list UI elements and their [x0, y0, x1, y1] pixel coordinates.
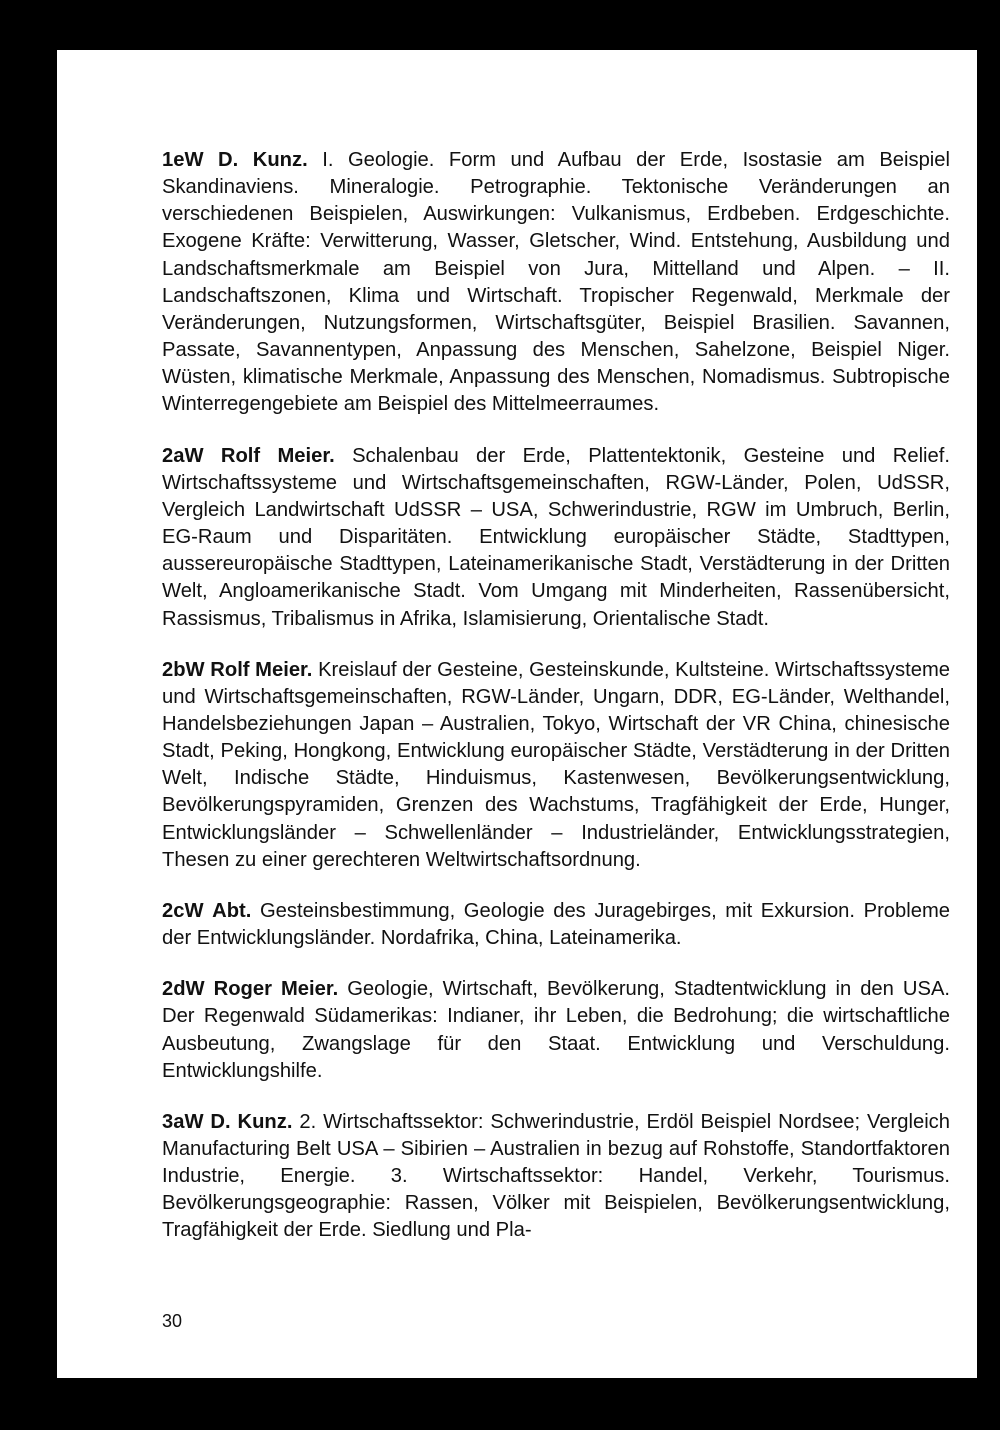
course-entry-2dW [162, 976, 950, 1085]
entry-class-code: 1eW [162, 149, 204, 171]
document-page [57, 50, 977, 1378]
entry-teacher: Roger Meier. [213, 978, 339, 1001]
course-entry-2cW [162, 898, 950, 952]
entry-teacher: D. Kunz. [218, 149, 308, 171]
entry-teacher: Rolf Meier. [210, 658, 313, 681]
entry-class-code: 2aW [162, 444, 204, 467]
course-entry-2aW [162, 443, 950, 633]
entry-text: Kreislauf der Gesteine, Gesteinskunde, Kultsteine. Wirtschaftssysteme und Wirtschaftsgemeinschaften, RGW-Länder, Ungarn, DDR, EG-Länder, Welthandel, Handelsbeziehungen Japan – Australien, Tokyo, Wirtschaft der VR China, chinesische Stadt, Peking, Hongkong, Entwicklung europäischer Städte, Verstädterung in der Dritten Welt, Indische Städte, Hinduismus, Kastenwesen, Bevölkerungsentwicklung, Bevölkerungspyramiden, Grenzen des Wachstums, Tragfähigkeit der Erde, Hunger, Entwicklungsländer – Schwellenländer – Industrieländer, Entwicklungsstrategien, Thesen zu einer gerechteren Weltwirtschaftsordnung. [162, 658, 950, 871]
entry-teacher: D. Kunz. [210, 1110, 293, 1133]
entry-text: 2. Wirtschaftssektor: Schwerindustrie, Erdöl Beispiel Nordsee; Vergleich Manufacturing Belt USA – Sibirien – Australien in bezug auf Rohstoffe, Standortfaktoren Industrie, Energie. 3. Wirtschaftssektor: Handel, Verkehr, Tourismus. Bevölkerungsgeographie: Rassen, Völker mit Beispielen, Bevölkerungsentwicklung, Tragfähigkeit der Erde. Siedlung und Pla- [162, 1110, 951, 1242]
course-entry-1eW [162, 147, 950, 419]
page-number: 30 [162, 1311, 183, 1331]
entry-teacher: Rolf Meier. [220, 444, 335, 467]
entry-text: Schalenbau der Erde, Plattentektonik, Gesteine und Relief. Wirtschaftssysteme und Wirtschaftsgemeinschaften, RGW-Länder, Polen, UdSSR, Vergleich Landwirtschaft UdSSR – USA, Schwerindustrie, RGW im Umbruch, Berlin, EG-Raum und Disparitäten. Entwicklung europäischer Städte, Stadttypen, aussereuropäische Stadttypen, Lateinamerikanische Stadt, Verstädterung in der Dritten Welt, Angloamerikanische Stadt. Vom Umgang mit Minderheiten, Rassenübersicht, Rassismus, Tribalismus in Afrika, Islamisierung, Orientalische Stadt. [162, 444, 950, 630]
entry-class-code: 2cW [162, 899, 204, 922]
entry-text: I. Geologie. Form und Aufbau der Erde, Isostasie am Beispiel Skandinaviens. Mineralogie. Petrographie. Tektonische Veränderungen an verschiedenen Beispielen, Auswirkungen: Vulkanismus, Erdbeben. Erdgeschichte. Exogene Kräfte: Verwitterung, Wasser, Gletscher, Wind. Entstehung, Ausbildung und Landschaftsmerkmale am Beispiel von Jura, Mittelland und Alpen. – II. Landschaftszonen, Klima und Wirtschaft. Tropischer Regenwald, Merkmale der Veränderungen, Nutzungsformen, Wirtschaftsgüter, Beispiel Brasilien. Savannen, Passate, Savannentypen, Anpassung des Menschen, Sahelzone, Beispiel Niger. Wüsten, klimatische Merkmale, Anpassung des Menschen, Nomadismus. Subtropische Winterregengebiete am Beispiel des Mittelmeerraumes. [162, 149, 951, 416]
entry-class-code: 2dW [162, 978, 205, 1001]
entry-text: Gesteinsbestimmung, Geologie des Juragebirges, mit Exkursion. Probleme der Entwicklungsländer. Nordafrika, China, Lateinamerika. [162, 899, 951, 950]
entry-teacher: Abt. [212, 899, 252, 922]
course-entry-2bW [162, 657, 950, 874]
entry-text: Geologie, Wirtschaft, Bevölkerung, Stadtentwicklung in den USA. Der Regenwald Südamerikas: Indianer, ihr Leben, die Bedrohung; die wirtschaftliche Ausbeutung, Zwangslage für den Staat. Entwicklung und Verschuldung. Entwicklungshilfe. [162, 978, 951, 1082]
entry-class-code: 2bW [162, 658, 205, 681]
page-content [162, 147, 950, 1245]
course-entry-3aW [162, 1109, 950, 1245]
entry-class-code: 3aW [162, 1110, 204, 1133]
